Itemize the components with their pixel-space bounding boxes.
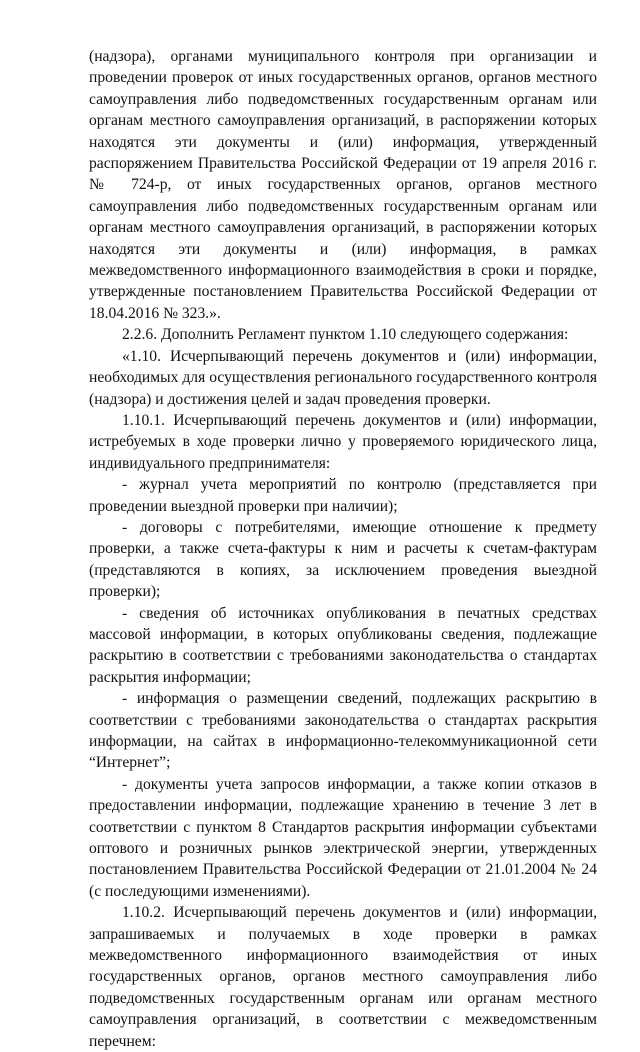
list-item-internet-info: - информация о размещении сведений, подлежащих раскрытию в соответствии с требованиями законодательства о стандартах раскрытия информации, на сайтах в информационно-телекоммуникационной сети “Интернет”; <box>89 690 597 772</box>
list-item-request-records: - документы учета запросов информации, а также копии отказов в предоставлении информации, подлежащие хранению в течение 3 лет в соответствии с пунктом 8 Стандартов раскрытия информации субъектами оптового и розничных рынков электрической энергии, утвержденных постановлением Правительства Российской Федерации от 21.01.2004 № 24 (с последующими изменениями). <box>89 775 597 900</box>
paragraph-1-10-2: 1.10.2. Исчерпывающий перечень документов и (или) информации, запрашиваемых и получаемых в ходе проверки в рамках межведомственного информационного взаимодействия от иных государственных органов, органов местного самоуправления либо подведомственных государственным органам или органам местного самоуправления организаций, в соответствии с межведомственным перечнем: <box>89 904 597 1050</box>
paragraph-1-10: «1.10. Исчерпывающий перечень документов и (или) информации, необходимых для осуществления регионального государственного контроля (надзора) и достижения целей и задач проведения проверки. <box>89 347 597 408</box>
paragraph-2-2-6: 2.2.6. Дополнить Регламент пунктом 1.10 следующего содержания: <box>122 326 569 344</box>
paragraph-continuation: (надзора), органами муниципального контроля при организации и проведении проверок от иных государственных органов, органов местного самоуправления либо подведомственных государственным органам или органам местного самоуправления организаций, в распоряжении которых находятся эти документы и (или) информация, утвержденный распоряжением Правительства Российской Федерации от 19 апреля 2016 г. № 724-р, от иных государственных органов, органов местного самоуправления либо подведомственных государственным органам или органам местного самоуправления организаций, в распоряжении которых находятся эти документы и (или) информация, в рамках межведомственного информационного взаимодействия в сроки и порядке, утвержденные постановлением Правительства Российской Федерации от 18.04.2016 № 323.». <box>89 48 597 322</box>
paragraph-1-10-1: 1.10.1. Исчерпывающий перечень документов и (или) информации, истребуемых в ходе проверки лично у проверяемого юридического лица, индивидуального предпринимателя: <box>89 411 597 472</box>
list-item-journal: - журнал учета мероприятий по контролю (представляется при проведении выездной проверки при наличии); <box>89 476 597 515</box>
list-item-publication-sources: - сведения об источниках опубликования в печатных средствах массовой информации, в которых опубликованы сведения, подлежащие раскрытию в соответствии с требованиями законодательства о стандартах раскрытия информации; <box>89 604 597 686</box>
list-item-contracts: - договоры с потребителями, имеющие отношение к предмету проверки, а также счета-фактуры к ним и расчеты к счетам-фактурам (представляются в копиях, за исключением проведения выездной проверки); <box>89 518 597 601</box>
document-page <box>89 46 597 1052</box>
